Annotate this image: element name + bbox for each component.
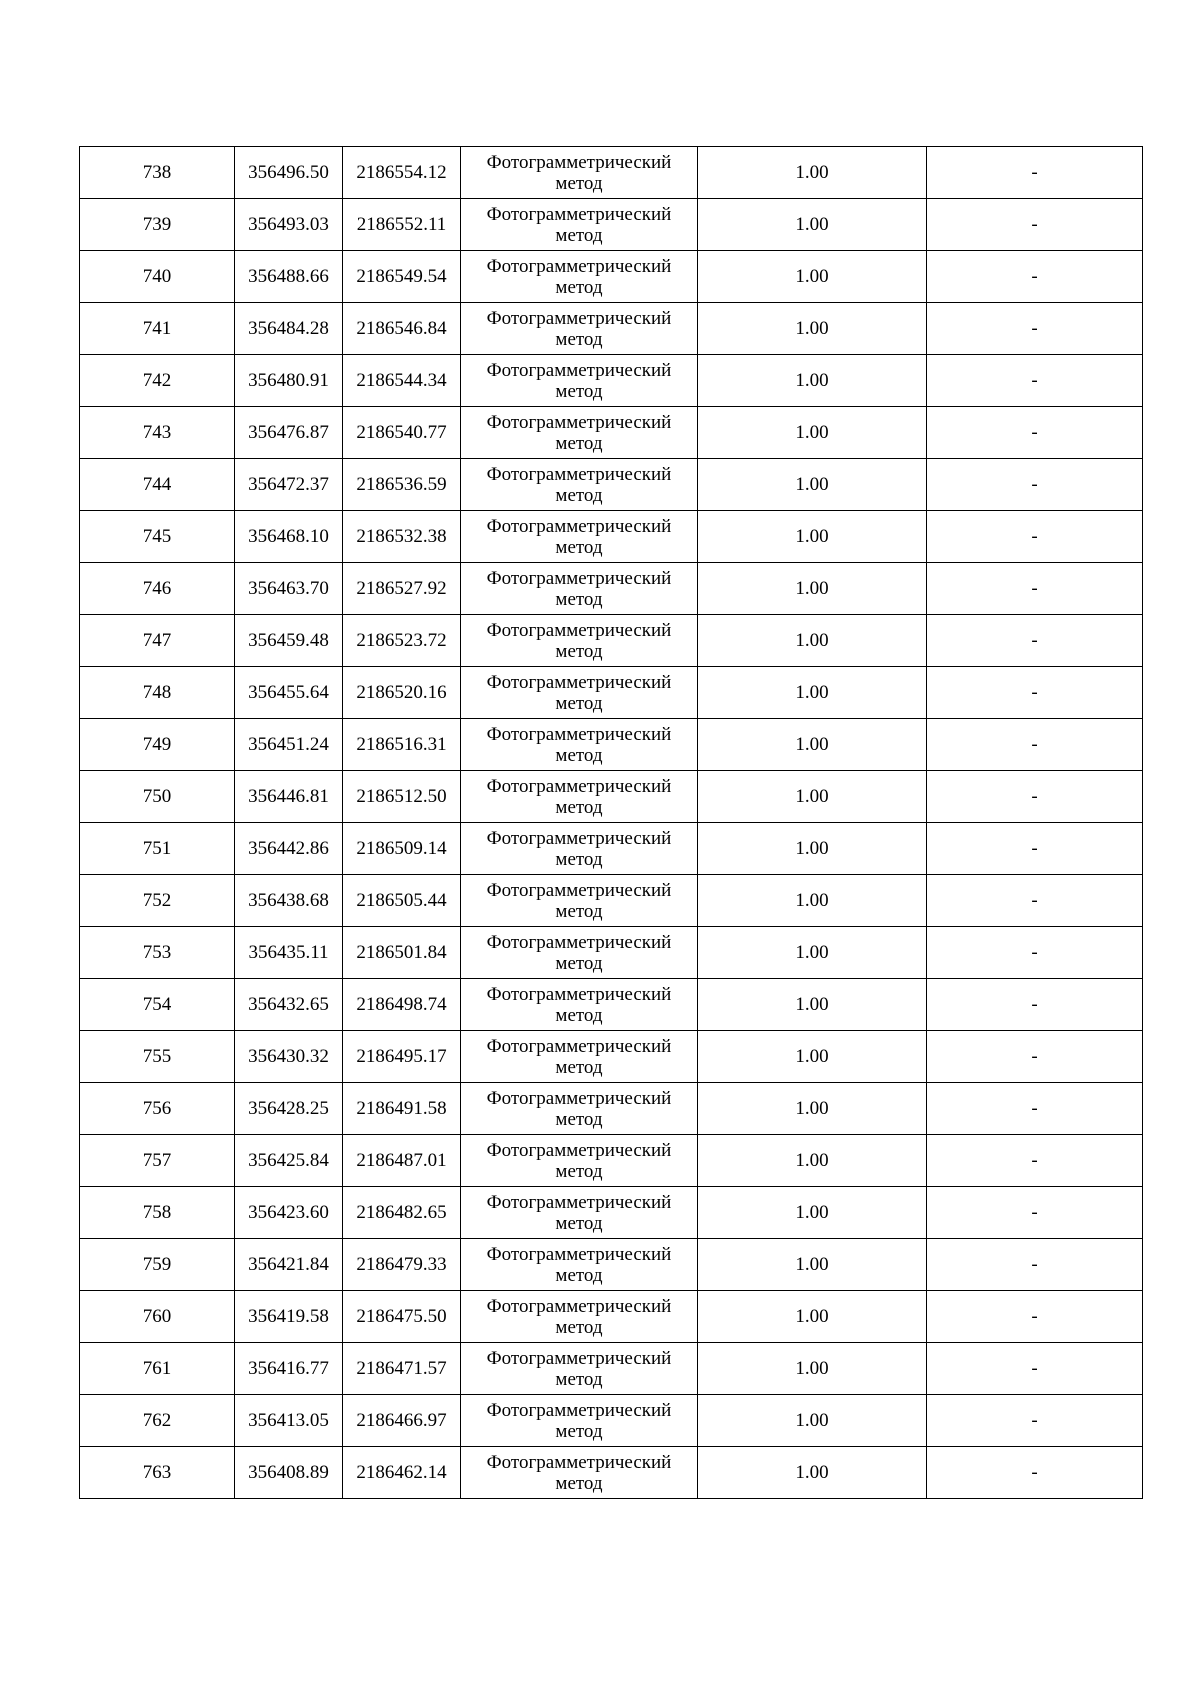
method-cell: Фотограмметрический метод [461, 875, 698, 927]
method-cell: Фотограмметрический метод [461, 1083, 698, 1135]
point-number-cell: 746 [80, 563, 235, 615]
note-cell: - [927, 1343, 1143, 1395]
table-row [80, 771, 1143, 823]
table-row [80, 1083, 1143, 1135]
y-coordinate-cell: 2186512.50 [343, 771, 461, 823]
point-number-cell: 750 [80, 771, 235, 823]
x-coordinate-cell: 356451.24 [235, 719, 343, 771]
note-cell: - [927, 667, 1143, 719]
point-number-cell: 756 [80, 1083, 235, 1135]
point-number-cell: 754 [80, 979, 235, 1031]
table-row [80, 1187, 1143, 1239]
method-cell: Фотограмметрический метод [461, 407, 698, 459]
x-coordinate-cell: 356463.70 [235, 563, 343, 615]
method-cell: Фотограмметрический метод [461, 1135, 698, 1187]
note-cell: - [927, 979, 1143, 1031]
precision-cell: 1.00 [698, 875, 927, 927]
method-cell: Фотограмметрический метод [461, 719, 698, 771]
table-row [80, 355, 1143, 407]
x-coordinate-cell: 356425.84 [235, 1135, 343, 1187]
method-cell: Фотограмметрический метод [461, 147, 698, 199]
note-cell: - [927, 355, 1143, 407]
table-row [80, 563, 1143, 615]
point-number-cell: 744 [80, 459, 235, 511]
method-cell: Фотограмметрический метод [461, 199, 698, 251]
y-coordinate-cell: 2186475.50 [343, 1291, 461, 1343]
x-coordinate-cell: 356480.91 [235, 355, 343, 407]
point-number-cell: 757 [80, 1135, 235, 1187]
table-row [80, 251, 1143, 303]
method-cell: Фотограмметрический метод [461, 823, 698, 875]
note-cell: - [927, 875, 1143, 927]
note-cell: - [927, 1135, 1143, 1187]
precision-cell: 1.00 [698, 1447, 927, 1499]
x-coordinate-cell: 356435.11 [235, 927, 343, 979]
y-coordinate-cell: 2186546.84 [343, 303, 461, 355]
note-cell: - [927, 1447, 1143, 1499]
note-cell: - [927, 615, 1143, 667]
precision-cell: 1.00 [698, 1291, 927, 1343]
precision-cell: 1.00 [698, 1395, 927, 1447]
precision-cell: 1.00 [698, 511, 927, 563]
x-coordinate-cell: 356419.58 [235, 1291, 343, 1343]
method-cell: Фотограмметрический метод [461, 355, 698, 407]
precision-cell: 1.00 [698, 1343, 927, 1395]
y-coordinate-cell: 2186466.97 [343, 1395, 461, 1447]
precision-cell: 1.00 [698, 1239, 927, 1291]
method-cell: Фотограмметрический метод [461, 1031, 698, 1083]
point-number-cell: 759 [80, 1239, 235, 1291]
y-coordinate-cell: 2186536.59 [343, 459, 461, 511]
y-coordinate-cell: 2186554.12 [343, 147, 461, 199]
table-row [80, 459, 1143, 511]
table-row [80, 407, 1143, 459]
note-cell: - [927, 719, 1143, 771]
note-cell: - [927, 823, 1143, 875]
y-coordinate-cell: 2186552.11 [343, 199, 461, 251]
note-cell: - [927, 459, 1143, 511]
note-cell: - [927, 303, 1143, 355]
precision-cell: 1.00 [698, 615, 927, 667]
precision-cell: 1.00 [698, 979, 927, 1031]
method-cell: Фотограмметрический метод [461, 1343, 698, 1395]
point-number-cell: 753 [80, 927, 235, 979]
method-cell: Фотограмметрический метод [461, 563, 698, 615]
table-row [80, 615, 1143, 667]
point-number-cell: 740 [80, 251, 235, 303]
x-coordinate-cell: 356496.50 [235, 147, 343, 199]
y-coordinate-cell: 2186501.84 [343, 927, 461, 979]
note-cell: - [927, 407, 1143, 459]
table-row [80, 927, 1143, 979]
x-coordinate-cell: 356488.66 [235, 251, 343, 303]
y-coordinate-cell: 2186509.14 [343, 823, 461, 875]
y-coordinate-cell: 2186498.74 [343, 979, 461, 1031]
table-row [80, 1447, 1143, 1499]
method-cell: Фотограмметрический метод [461, 979, 698, 1031]
precision-cell: 1.00 [698, 147, 927, 199]
point-number-cell: 751 [80, 823, 235, 875]
note-cell: - [927, 1239, 1143, 1291]
table-row [80, 147, 1143, 199]
point-number-cell: 748 [80, 667, 235, 719]
y-coordinate-cell: 2186487.01 [343, 1135, 461, 1187]
table-row [80, 1239, 1143, 1291]
table-row [80, 719, 1143, 771]
y-coordinate-cell: 2186462.14 [343, 1447, 461, 1499]
y-coordinate-cell: 2186520.16 [343, 667, 461, 719]
coordinates-table-body [80, 147, 1143, 1499]
y-coordinate-cell: 2186505.44 [343, 875, 461, 927]
method-cell: Фотограмметрический метод [461, 303, 698, 355]
y-coordinate-cell: 2186523.72 [343, 615, 461, 667]
x-coordinate-cell: 356468.10 [235, 511, 343, 563]
method-cell: Фотограмметрический метод [461, 927, 698, 979]
point-number-cell: 743 [80, 407, 235, 459]
note-cell: - [927, 251, 1143, 303]
point-number-cell: 739 [80, 199, 235, 251]
x-coordinate-cell: 356423.60 [235, 1187, 343, 1239]
method-cell: Фотограмметрический метод [461, 1187, 698, 1239]
point-number-cell: 745 [80, 511, 235, 563]
method-cell: Фотограмметрический метод [461, 511, 698, 563]
y-coordinate-cell: 2186549.54 [343, 251, 461, 303]
point-number-cell: 763 [80, 1447, 235, 1499]
x-coordinate-cell: 356476.87 [235, 407, 343, 459]
table-row [80, 1343, 1143, 1395]
x-coordinate-cell: 356416.77 [235, 1343, 343, 1395]
point-number-cell: 741 [80, 303, 235, 355]
point-number-cell: 755 [80, 1031, 235, 1083]
precision-cell: 1.00 [698, 303, 927, 355]
x-coordinate-cell: 356484.28 [235, 303, 343, 355]
note-cell: - [927, 563, 1143, 615]
y-coordinate-cell: 2186482.65 [343, 1187, 461, 1239]
y-coordinate-cell: 2186527.92 [343, 563, 461, 615]
precision-cell: 1.00 [698, 1187, 927, 1239]
note-cell: - [927, 511, 1143, 563]
method-cell: Фотограмметрический метод [461, 667, 698, 719]
table-row [80, 979, 1143, 1031]
table-row [80, 1291, 1143, 1343]
coordinates-table [79, 146, 1143, 1499]
precision-cell: 1.00 [698, 459, 927, 511]
precision-cell: 1.00 [698, 719, 927, 771]
x-coordinate-cell: 356493.03 [235, 199, 343, 251]
point-number-cell: 762 [80, 1395, 235, 1447]
note-cell: - [927, 771, 1143, 823]
table-row [80, 199, 1143, 251]
x-coordinate-cell: 356408.89 [235, 1447, 343, 1499]
x-coordinate-cell: 356430.32 [235, 1031, 343, 1083]
y-coordinate-cell: 2186532.38 [343, 511, 461, 563]
y-coordinate-cell: 2186516.31 [343, 719, 461, 771]
note-cell: - [927, 1083, 1143, 1135]
point-number-cell: 760 [80, 1291, 235, 1343]
table-row [80, 823, 1143, 875]
note-cell: - [927, 1291, 1143, 1343]
x-coordinate-cell: 356455.64 [235, 667, 343, 719]
point-number-cell: 749 [80, 719, 235, 771]
precision-cell: 1.00 [698, 563, 927, 615]
precision-cell: 1.00 [698, 823, 927, 875]
precision-cell: 1.00 [698, 927, 927, 979]
table-row [80, 303, 1143, 355]
point-number-cell: 758 [80, 1187, 235, 1239]
note-cell: - [927, 147, 1143, 199]
method-cell: Фотограмметрический метод [461, 1239, 698, 1291]
precision-cell: 1.00 [698, 1083, 927, 1135]
y-coordinate-cell: 2186491.58 [343, 1083, 461, 1135]
method-cell: Фотограмметрический метод [461, 1395, 698, 1447]
precision-cell: 1.00 [698, 667, 927, 719]
x-coordinate-cell: 356421.84 [235, 1239, 343, 1291]
y-coordinate-cell: 2186540.77 [343, 407, 461, 459]
method-cell: Фотограмметрический метод [461, 1291, 698, 1343]
table-row [80, 1031, 1143, 1083]
note-cell: - [927, 1031, 1143, 1083]
y-coordinate-cell: 2186479.33 [343, 1239, 461, 1291]
table-row [80, 511, 1143, 563]
x-coordinate-cell: 356432.65 [235, 979, 343, 1031]
precision-cell: 1.00 [698, 251, 927, 303]
method-cell: Фотограмметрический метод [461, 615, 698, 667]
method-cell: Фотограмметрический метод [461, 1447, 698, 1499]
point-number-cell: 742 [80, 355, 235, 407]
method-cell: Фотограмметрический метод [461, 459, 698, 511]
y-coordinate-cell: 2186495.17 [343, 1031, 461, 1083]
point-number-cell: 747 [80, 615, 235, 667]
x-coordinate-cell: 356428.25 [235, 1083, 343, 1135]
note-cell: - [927, 927, 1143, 979]
precision-cell: 1.00 [698, 355, 927, 407]
point-number-cell: 738 [80, 147, 235, 199]
note-cell: - [927, 199, 1143, 251]
x-coordinate-cell: 356446.81 [235, 771, 343, 823]
x-coordinate-cell: 356413.05 [235, 1395, 343, 1447]
note-cell: - [927, 1187, 1143, 1239]
y-coordinate-cell: 2186471.57 [343, 1343, 461, 1395]
x-coordinate-cell: 356472.37 [235, 459, 343, 511]
precision-cell: 1.00 [698, 199, 927, 251]
point-number-cell: 752 [80, 875, 235, 927]
x-coordinate-cell: 356438.68 [235, 875, 343, 927]
note-cell: - [927, 1395, 1143, 1447]
method-cell: Фотограмметрический метод [461, 771, 698, 823]
x-coordinate-cell: 356459.48 [235, 615, 343, 667]
table-row [80, 1395, 1143, 1447]
table-row [80, 667, 1143, 719]
y-coordinate-cell: 2186544.34 [343, 355, 461, 407]
method-cell: Фотограмметрический метод [461, 251, 698, 303]
precision-cell: 1.00 [698, 1135, 927, 1187]
precision-cell: 1.00 [698, 407, 927, 459]
table-row [80, 1135, 1143, 1187]
x-coordinate-cell: 356442.86 [235, 823, 343, 875]
point-number-cell: 761 [80, 1343, 235, 1395]
precision-cell: 1.00 [698, 771, 927, 823]
precision-cell: 1.00 [698, 1031, 927, 1083]
table-row [80, 875, 1143, 927]
